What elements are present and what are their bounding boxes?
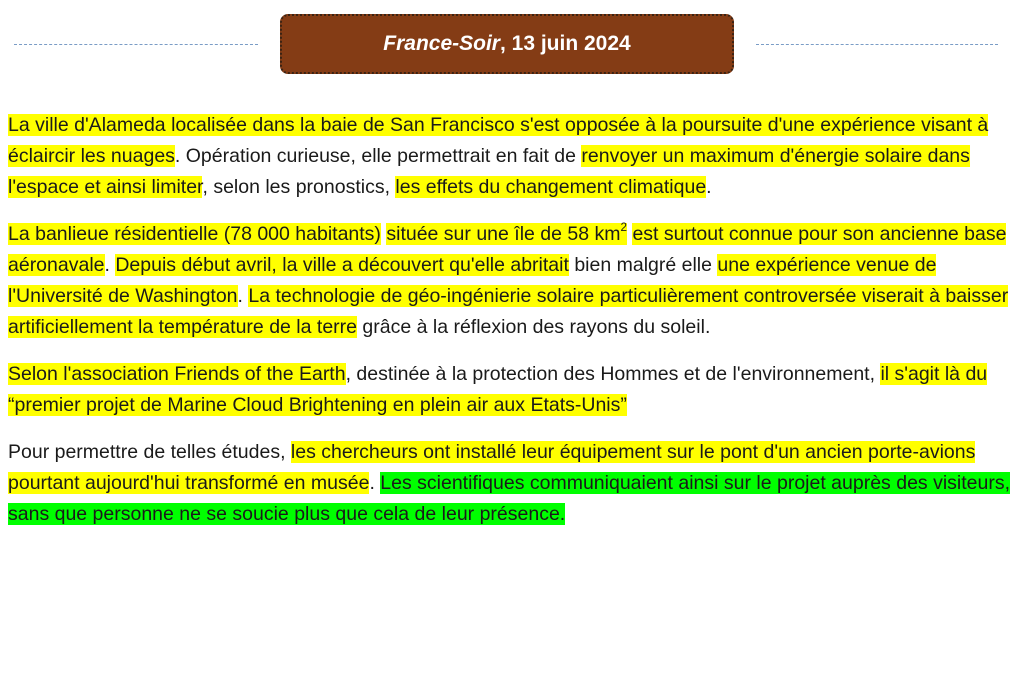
- paragraph-4: [8, 437, 1012, 530]
- text-segment: bien malgré elle: [568, 254, 718, 276]
- highlight: renvoyer un maximum d'énergie solaire dans l'espace et ainsi limiter: [8, 145, 970, 198]
- highlight: il s'agit là du “premier projet de Marine Cloud Brightening en plein air aux Etats-Unis”: [8, 363, 988, 416]
- text-segment: .: [104, 254, 116, 276]
- highlight: La banlieue résidentielle (78 000 habitants): [8, 223, 381, 245]
- highlight: La technologie de géo-ingénierie solaire particulièrement controversée viserait à baisser artificiellement la température de la terre: [8, 285, 1009, 338]
- text-segment: .: [237, 285, 249, 307]
- paragraph-1: [8, 110, 1012, 203]
- publication-date: , 13 juin 2024: [499, 32, 631, 55]
- newspaper-name: France-Soir: [383, 32, 500, 55]
- source-title-banner: [280, 14, 734, 74]
- text-segment: .: [369, 472, 381, 494]
- text-segment: Pour permettre de telles études,: [8, 441, 291, 463]
- text-segment: . Opération curieuse, elle permettrait en fait de: [174, 145, 582, 167]
- text-segment: .: [706, 176, 712, 198]
- highlight: une expérience venue de l'Université de Washington: [8, 254, 937, 307]
- highlight-green: Les scientifiques communiquaient ainsi sur le projet auprès des visiteurs, sans que personne ne se soucie plus que cela de leur présence.: [8, 472, 1011, 525]
- header-divider-right: [756, 44, 998, 45]
- superscript: 2: [620, 221, 628, 235]
- highlight: est surtout connue pour son ancienne base aéronavale: [8, 223, 1007, 276]
- paragraph-3: [8, 359, 1012, 421]
- highlight: Depuis début avril, la ville a découvert qu'elle abritait: [115, 254, 569, 276]
- highlight: La ville d'Alameda localisée dans la baie de San Francisco s'est opposée à la poursuite d'une expérience visant à éclaircir les nuages: [8, 114, 989, 167]
- header-divider-left: [14, 44, 258, 45]
- highlight: les effets du changement climatique: [395, 176, 707, 198]
- text-segment: , destinée à la protection des Hommes et de l'environnement,: [345, 363, 881, 385]
- highlight: [386, 223, 627, 245]
- text-segment: située sur une île de 58 km: [386, 223, 621, 245]
- highlight: les chercheurs ont installé leur équipement sur le pont d'un ancien porte-avions pourtant aujourd'hui transformé en musée: [8, 441, 976, 494]
- text-segment: grâce à la réflexion des rayons du soleil.: [357, 316, 711, 338]
- text-segment: , selon les pronostics,: [202, 176, 396, 198]
- highlight: Selon l'association Friends of the Earth: [8, 363, 346, 385]
- article-header: [0, 0, 1023, 90]
- article-body: [8, 110, 1012, 546]
- paragraph-2: [8, 219, 1012, 343]
